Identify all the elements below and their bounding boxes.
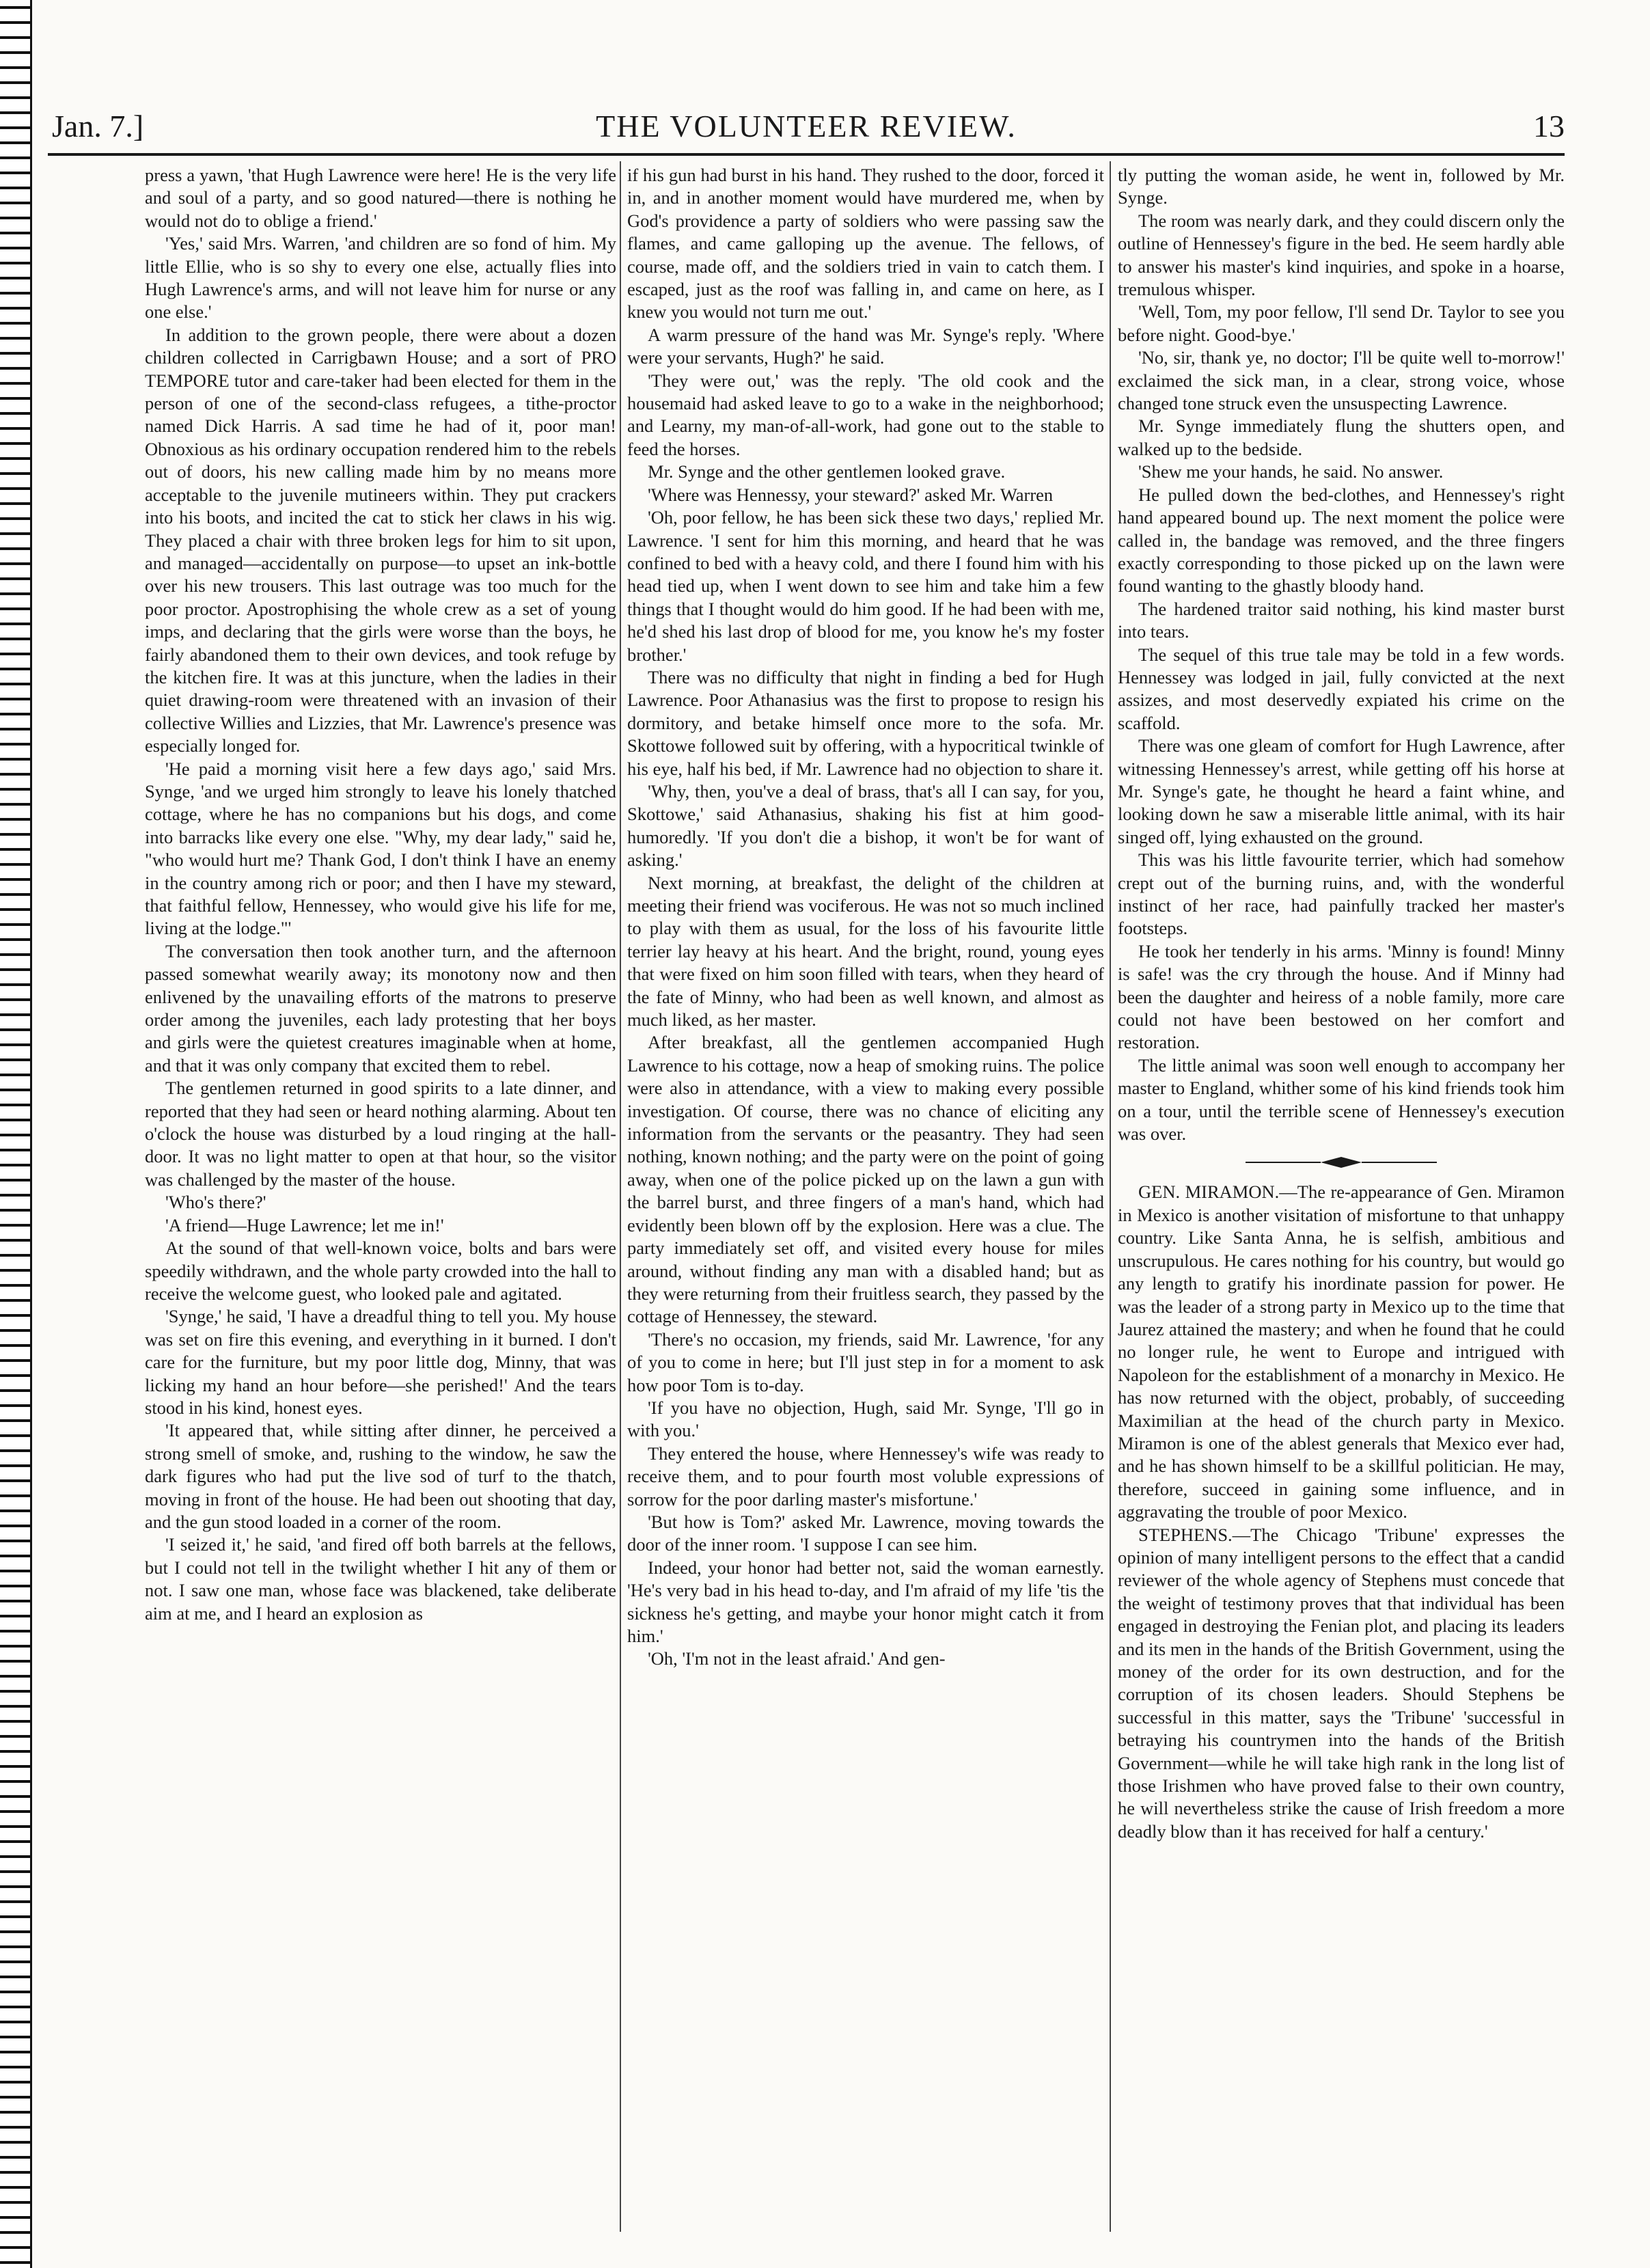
paragraph: The conversation then took another turn, and the afternoon passed somewhat wearily away; its monotony now and then enlivened by the unavailing efforts of the matrons to preserve order among the juveniles, each lady protesting that her boys and girls were the quietest creatures imaginable when at home, and that it was only company that excited them to rebel.	[145, 940, 616, 1076]
paragraph: After breakfast, all the gentlemen accompanied Hugh Lawrence to his cottage, now a heap of smoking ruins. The police were also in attendance, with a view to making every possible investigation. Of course, there was no chance of eliciting any information from the servants or the peasantry. They had seen nothing, known nothing; and the party were on the point of going away, when one of the police picked up on the lawn a gun with the barrel burst, and three fingers of a man's hand, which had evidently been blown off by the explosion. Here was a clue. The party immediately set off, and visited every house for miles around, without finding any man with a disabled hand; but as they were returning from their fruitless search, they passed by the cottage of Hennessey, the steward.	[627, 1032, 1104, 1327]
paragraph: tly putting the woman aside, he went in, followed by Mr. Synge.	[1118, 165, 1565, 208]
paragraph: 'Oh, 'I'm not in the least afraid.' And gen-	[648, 1648, 946, 1669]
column-2	[627, 164, 1104, 2228]
paragraph: He took her tenderly in his arms. 'Minny is found! Minny is safe! was the cry through the house. And if Minny had been the daughter and heiress of a noble family, more care could not have been bestowed on her comfort and restoration.	[1118, 940, 1565, 1053]
paragraph: At the sound of that well-known voice, bolts and bars were speedily withdrawn, and the whole party crowded into the hall to receive the welcome guest, who looked pale and agitated.	[145, 1238, 616, 1304]
publication-title: THE VOLUNTEER REVIEW.	[596, 109, 1017, 144]
paragraph: In addition to the grown people, there were about a dozen children collected in Carrigbawn House; and a sort of PRO TEMPORE tutor and care-taker had been elected for them in the person of one of the second-class refugees, a tithe-proctor named Dick Harris. A sad time he had of it, poor man! Obnoxious as his ordinary occupation rendered him to the rebels out of doors, his new calling made him by no means more acceptable to the juvenile mutineers within. They put crackers into his boots, and incited the cat to stick her claws in his wig. They placed a chair with three broken legs for him to sit upon, and managed—accidentally on purpose—to upset an ink-bottle over his new trousers. This last outrage was too much for the poor proctor. Apostrophising the whole crew as a set of young imps, and declaring that the girls were worse than the boys, he fairly abandoned them to their own devices, and took refuge by the kitchen fire. It was at this juncture, when the ladies in their quiet drawing-room were threatened with an invasion of their collective Willies and Lizzies, that Mr. Lawrence's presence was especially longed for.	[145, 324, 616, 756]
paragraph: Mr. Synge immediately flung the shutters open, and walked up to the bedside.	[1118, 415, 1565, 459]
section-ornament	[1118, 1152, 1565, 1173]
paragraph: 'There's no occasion, my friends, said Mr. Lawrence, 'for any of you to come in here; but I'll just step in for a moment to ask how poor Tom is to-day.	[627, 1328, 1104, 1395]
paragraph: 'Well, Tom, my poor fellow, I'll send Dr. Taylor to see you before night. Good-bye.'	[1118, 301, 1565, 345]
paragraph: A warm pressure of the hand was Mr. Synge's reply. 'Where were your servants, Hugh?' he said.	[627, 324, 1104, 368]
paragraph: 'No, sir, thank ye, no doctor; I'll be quite well to-morrow!' exclaimed the sick man, in a clear, strong voice, whose changed tone struck even the unsuspecting Lawrence.	[1118, 347, 1565, 414]
paragraph: There was no difficulty that night in finding a bed for Hugh Lawrence. Poor Athanasius was the first to propose to resign his dormitory, and betake himself once more to the sofa. Mr. Skottowe followed suit by offering, with a hypocritical twinkle of his eye, half his bed, if Mr. Lawrence had no objection to share it.	[627, 666, 1104, 779]
paragraph: Next morning, at breakfast, the delight of the children at meeting their friend was vociferous. He was not so much inclined to play with them as usual, for the loss of his favourite little terrier lay heavy at his heart. And the bright, round, young eyes that were fixed on him soon filled with tears, when they heard of the fate of Minny, who had been as well known, and almost as much liked, as her master.	[627, 872, 1104, 1030]
paragraph: The room was nearly dark, and they could discern only the outline of Hennessey's figure in the bed. He seem hardly able to answer his master's kind inquiries, and spoke in a hoarse, tremulous whisper.	[1118, 210, 1565, 300]
paragraph: The sequel of this true tale may be told in a few words. Hennessey was lodged in jail, fully convicted at the next assizes, and most deservedly expiated his crime on the scaffold.	[1118, 644, 1565, 733]
news-item-stephens: STEPHENS.—The Chicago 'Tribune' expresses the opinion of many intelligent persons to the effect that a candid reviewer of the whole agency of Stephens must concede that the weight of testimony proves that that individual has been engaged in destroying the Fenian plot, and placing its leaders and its men in the hands of the British Government, using the money of the order for its own destruction, and for the corruption of its chosen leaders. Should Stephens be successful in this matter, says the 'Tribune' 'successful in betraying his countrymen into the hands of the British Government—while he will take high rank in the long list of those Irishmen who have proved false to their own country, he will nevertheless strike the cause of Irish freedom a more deadly blow than it has received for half a century.'	[1118, 1524, 1565, 1842]
news-item-miramon: GEN. MIRAMON.—The re-appearance of Gen. Miramon in Mexico is another visitation of misfortune to that unhappy country. Like Santa Anna, he is selfish, ambitious and unscrupulous. He cares nothing for his country, but would go any length to gratify his inordinate passion for power. He was the leader of a strong party in Mexico up to the time that Jaurez attained the mastery; and when he found that he could no longer rule, he went to Europe and intrigued with Napoleon for the establishment of a monarchy in Mexico. He has now returned with the object, probably, of succeeding Maximilian at the head of the church party in Mexico. Miramon is one of the ablest generals that Mexico ever had, and he has shown himself to be a skillful politician. He may, therefore, succeed in gaining some influence, and in aggravating the trouble of poor Mexico.	[1118, 1181, 1565, 1522]
paragraph: 'Where was Hennessy, your steward?' asked Mr. Warren	[648, 484, 1054, 505]
paragraph: The little animal was soon well enough to accompany her master to England, whither some of his kind friends took him on a tour, until the terrible scene of Hennessey's execution was over.	[1118, 1054, 1565, 1145]
paragraph: Indeed, your honor had better not, said the woman earnestly. 'He's very bad in his head to-day, and I'm afraid of my life 'tis the sickness he's getting, and maybe your honor might catch it from him.'	[627, 1557, 1104, 1646]
column-divider	[620, 161, 621, 2232]
paragraph: 'I seized it,' he said, 'and fired off both barrels at the fellows, but I could not tell in the twilight whether I hit any of them or not. I saw one man, whose face was blackened, take deliberate aim at me, and I heard an explosion as	[145, 1534, 616, 1624]
paragraph: 'They were out,' was the reply. 'The old cook and the housemaid had asked leave to go to a wake in the neighborhood; and Learny, my man-of-all-work, had gone out to the stable to feed the horses.	[627, 370, 1104, 459]
paragraph: 'Oh, poor fellow, he has been sick these two days,' replied Mr. Lawrence. 'I sent for him this morning, and heard that he was confined to bed with a heavy cold, and there I found him with his head tied up, when I went down to see him and take him a few things that I thought would do him good. If he had been with me, he'd shed his last drop of blood for me, you know he's my foster brother.'	[627, 507, 1104, 665]
page-number: 13	[1533, 109, 1565, 144]
column-3	[1118, 164, 1565, 2228]
paragraph: press a yawn, 'that Hugh Lawrence were here! He is the very life and soul of a party, and so good natured—there is nothing he would not do to oblige a friend.'	[145, 165, 616, 231]
paragraph: They entered the house, where Hennessey's wife was ready to receive them, and to pour fourth most voluble expressions of sorrow for the poor darling master's misfortune.'	[627, 1443, 1104, 1509]
paragraph: 'But how is Tom?' asked Mr. Lawrence, moving towards the door of the inner room. 'I suppose I can see him.	[627, 1511, 1104, 1555]
paragraph: if his gun had burst in his hand. They rushed to the door, forced it in, and in another moment would have murdered me, when by God's providence a party of soldiers who were passing saw the flames, and came galloping up the avenue. The fellows, of course, made off, and the soldiers tried in vain to catch them. I escaped, just as the roof was falling in, and came on here, as I knew you would not turn me out.'	[627, 165, 1104, 323]
paragraph: He pulled down the bed-clothes, and Hennessey's right hand appeared bound up. The next moment the police were called in, the bandage was removed, and the three fingers exactly corresponding to those picked up on the lawn were found wanting to the ghastly bloody hand.	[1118, 484, 1565, 597]
paragraph: There was one gleam of comfort for Hugh Lawrence, after witnessing Hennessey's arrest, while getting off his horse at Mr. Synge's gate, he thought he heard a faint whine, and looking down he saw a miserable little animal, with its hair singed off, lying exhausted on the ground.	[1118, 735, 1565, 847]
paragraph: 'Synge,' he said, 'I have a dreadful thing to tell you. My house was set on fire this evening, and everything in it burned. I don't care for the furniture, but my poor little dog, Minny, that was licking my hand an hour before—she perished!' And the tears stood in his kind, honest eyes.	[145, 1306, 616, 1418]
page-header	[48, 103, 1565, 150]
paragraph: 'If you have no objection, Hugh, said Mr. Synge, 'I'll go in with you.'	[627, 1397, 1104, 1441]
paragraph: Mr. Synge and the other gentlemen looked grave.	[648, 461, 1006, 482]
paragraph: 'Why, then, you've a deal of brass, that's all I can say, for you, Skottowe,' said Athanasius, shaking his fist at him good-humoredly. 'If you don't die a bishop, it won't be for want of asking.'	[627, 780, 1104, 871]
paragraph: The hardened traitor said nothing, his kind master burst into tears.	[1118, 598, 1565, 642]
paragraph: 'Yes,' said Mrs. Warren, 'and children are so fond of him. My little Ellie, who is so shy to every one else, actually flies into Hugh Lawrence's arms, and will not leave him for nurse or any one else.'	[145, 233, 616, 323]
paragraph: 'Shew me your hands, he said. No answer.	[1138, 461, 1444, 482]
paragraph: 'It appeared that, while sitting after dinner, he perceived a strong smell of smoke, and, rushing to the window, he saw the dark figures who had put the live sod of turf to the thatch, moving in front of the house. He had been out shooting that day, and the gun stood loaded in a corner of the room.	[145, 1420, 616, 1532]
paragraph: The gentlemen returned in good spirits to a late dinner, and reported that they had seen or heard nothing alarming. About ten o'clock the house was disturbed by a loud ringing at the hall-door. It was no light matter to open at that hour, so the visitor was challenged by the master of the house.	[145, 1078, 616, 1190]
issue-date: Jan. 7.]	[52, 109, 144, 144]
column-1	[145, 164, 616, 2228]
column-divider	[1110, 161, 1111, 2232]
paragraph: 'Who's there?'	[165, 1192, 266, 1213]
binding-edge	[0, 0, 32, 2268]
header-rule	[48, 153, 1565, 156]
paragraph: This was his little favourite terrier, which had somehow crept out of the burning ruins, and, with the wonderful instinct of her race, had painfully tracked her master's footsteps.	[1118, 849, 1565, 939]
paragraph: 'He paid a morning visit here a few days ago,' said Mrs. Synge, 'and we urged him strongly to leave his lonely thatched cottage, where he has no companions but his dogs, and come into barracks like every one else. "Why, my dear lady," said he, "who would hurt me? Thank God, I don't think I have an enemy in the country among rich or poor; and then I have my steward, that faithful fellow, Hennessey, who would give his life for me, living at the lodge."'	[145, 758, 616, 939]
paragraph: 'A friend—Huge Lawrence; let me in!'	[165, 1214, 444, 1235]
